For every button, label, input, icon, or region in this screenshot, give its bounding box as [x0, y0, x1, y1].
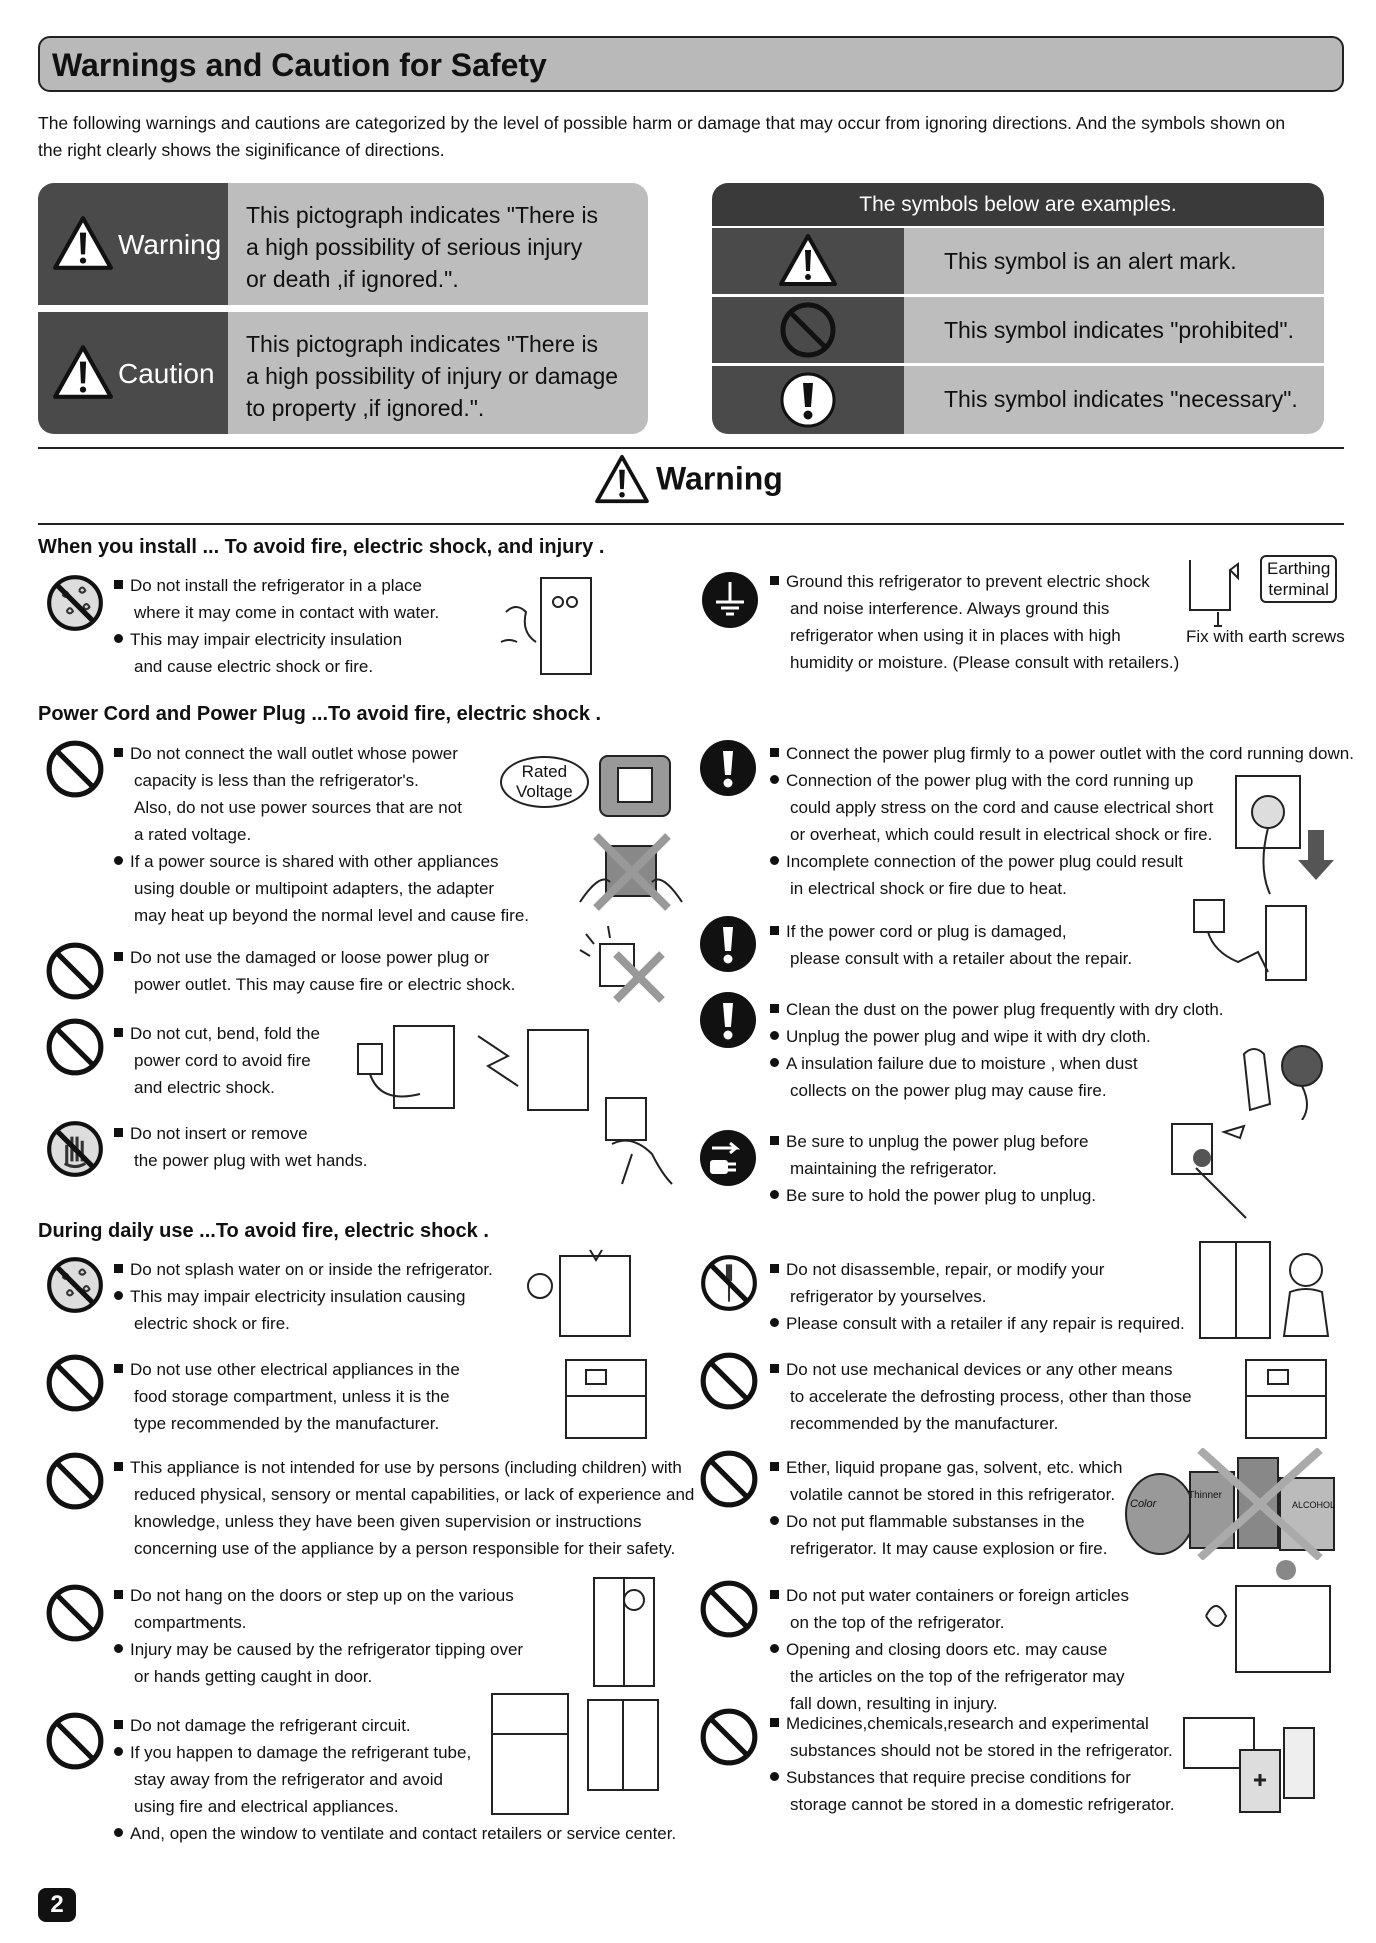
divider	[38, 523, 1344, 525]
prohibited-icon	[44, 1582, 106, 1644]
appliance-in-fridge-illustration	[562, 1356, 652, 1440]
section-heading-power: Power Cord and Power Plug ...To avoid fire, electric shock .	[38, 703, 602, 725]
symbol-text: This symbol is an alert mark.	[904, 228, 1324, 294]
necessary-icon	[698, 914, 758, 974]
legend-caution	[38, 312, 648, 434]
prohibited-icon	[44, 1710, 106, 1772]
plug-cord-down-illustration	[1226, 770, 1336, 900]
fridge-water-illustration	[496, 572, 596, 680]
item-daily-dr5: Medicines,chemicals,research and experimental substances should not be stored in the refrigerator. Substances that require precise conditions for storage cannot be stored in a domestic refrigerator.	[770, 1710, 1175, 1818]
symbol-text: This symbol indicates "prohibited".	[904, 297, 1324, 363]
splash-fridge-illustration	[520, 1246, 640, 1346]
thinner-can-label: Thinner	[1188, 1490, 1222, 1501]
item-power-pr1: Connect the power plug firmly to a power outlet with the cord running down. Connection of the power plug with the cord running up could apply stress on the cord and cause electrical short or overheat, which could result in electrical shock or fire. Incomplete connection of the power plug could result in electrical shock or fire due to heat.	[770, 740, 1354, 902]
alert-icon	[778, 232, 838, 288]
intro-line: The following warnings and cautions are categorized by the level of possible harm or damage that may occur from ignoring directions. And the symbols shown on	[38, 113, 1286, 133]
outlet-illustration	[596, 752, 676, 820]
section-heading-daily: During daily use ...To avoid fire, electric shock .	[38, 1220, 489, 1242]
warning-heading	[594, 454, 783, 504]
legend-warning-text: This pictograph indicates "There is	[246, 202, 599, 228]
item-daily-dr3: Ether, liquid propane gas, solvent, etc. which volatile cannot be stored in this refrigerator. Do not put flammable substanses in the refrigerator. It may cause explosion or fire.	[770, 1454, 1122, 1562]
legend-caution-text: to property ,if ignored.".	[246, 395, 485, 421]
alcohol-bottle-label: ALCOHOL	[1292, 1500, 1336, 1510]
item-daily-d2: Do not use other electrical appliances in the food storage compartment, unless it is the type recommended by the manufacturer.	[114, 1356, 460, 1437]
prohibited-icon	[698, 1448, 760, 1510]
cord-damage-illustration	[348, 1016, 596, 1112]
medicines-illustration	[1180, 1710, 1320, 1816]
alert-icon	[52, 344, 114, 400]
necessary-icon	[698, 990, 758, 1050]
repair-person-illustration	[1196, 1232, 1336, 1342]
no-water-icon	[44, 1254, 106, 1316]
legend-caution-label: Caution	[118, 358, 215, 389]
prohibited-icon	[698, 1706, 760, 1768]
item-install-right: Ground this refrigerator to prevent electric shock and noise interference. Always ground this refrigerator when using it in places with high humidity or moisture. (Please consult with retailers.)	[770, 568, 1179, 676]
prohibited-icon	[44, 738, 106, 800]
prohibited-icon	[44, 1352, 106, 1414]
prohibited-icon	[44, 1450, 106, 1512]
section-heading-install: When you install ... To avoid fire, electric shock, and injury .	[38, 536, 605, 558]
necessary-icon	[698, 738, 758, 798]
item-daily-d1: Do not splash water on or inside the refrigerator. This may impair electricity insulation causing electric shock or fire.	[114, 1256, 493, 1337]
multi-adapter-illustration	[576, 832, 686, 914]
symbols-table	[712, 183, 1324, 434]
page-title-bar	[38, 36, 1344, 92]
child-hanging-illustration	[588, 1574, 664, 1690]
prohibited-icon	[698, 1350, 760, 1412]
divider	[38, 447, 1344, 449]
legend-warning-text: or death ,if ignored.".	[246, 266, 459, 292]
legend-warning-text: a high possibility of serious injury	[246, 234, 583, 260]
symbol-row	[712, 228, 1324, 294]
no-wet-hands-icon	[44, 1118, 106, 1180]
legend-caution-text: a high possibility of injury or damage	[246, 363, 619, 389]
no-water-icon	[44, 572, 106, 634]
intro-paragraph	[38, 110, 1328, 164]
prohibited-icon	[698, 1578, 760, 1640]
legend-warning	[38, 183, 648, 305]
alert-icon	[594, 454, 650, 504]
earth-terminal-illustration	[1160, 550, 1250, 630]
prohibited-icon	[44, 940, 106, 1002]
item-daily-dr4: Do not put water containers or foreign articles on the top of the refrigerator. Opening and closing doors etc. may cause the articles on the top of the refrigerator may fall down, resulting in injury.	[770, 1582, 1129, 1717]
color-can-label: Color	[1130, 1498, 1157, 1510]
unplug-icon	[698, 1128, 758, 1188]
earthing-terminal-label: Earthing terminal	[1260, 555, 1337, 603]
symbol-text: This symbol indicates "necessary".	[904, 366, 1324, 434]
item-daily-dr2: Do not use mechanical devices or any other means to accelerate the defrosting process, other than those recommended by the manufacturer.	[770, 1356, 1192, 1437]
symbols-header: The symbols below are examples.	[712, 183, 1324, 226]
intro-line: the right clearly shows the siginificance of directions.	[38, 140, 445, 160]
wipe-plug-illustration	[1224, 1024, 1334, 1120]
symbol-row	[712, 366, 1324, 434]
prohibited-icon	[44, 1016, 106, 1078]
damaged-cord-illustration	[1186, 896, 1310, 986]
alert-icon	[52, 215, 114, 271]
item-install-left: Do not install the refrigerator in a place where it may come in contact with water. This may impair electricity insulation and cause electric shock or fire.	[114, 572, 439, 680]
necessary-icon	[778, 370, 838, 430]
legend-caution-text: This pictograph indicates "There is	[246, 331, 599, 357]
item-power-p3: Do not cut, bend, fold the power cord to avoid fire and electric shock.	[114, 1020, 320, 1101]
symbol-row	[712, 297, 1324, 363]
item-daily-dr1: Do not disassemble, repair, or modify your refrigerator by yourselves. Please consult with a retailer if any repair is required.	[770, 1256, 1185, 1337]
hold-plug-illustration	[1166, 1118, 1276, 1224]
ground-icon	[700, 570, 760, 630]
page-title: Warnings and Caution for Safety	[52, 47, 547, 83]
item-power-pr4: Be sure to unplug the power plug before maintaining the refrigerator. Be sure to hold the power plug to unplug.	[770, 1128, 1096, 1209]
damaged-outlet-illustration	[572, 920, 668, 1004]
defrost-device-illustration	[1242, 1356, 1332, 1440]
item-power-p4: Do not insert or remove the power plug with wet hands.	[114, 1120, 367, 1174]
rated-voltage-label: Rated Voltage	[500, 756, 589, 808]
item-daily-d4: Do not hang on the doors or step up on the various compartments. Injury may be caused by the refrigerator tipping over or hands getting caught in door.	[114, 1582, 523, 1690]
prohibited-icon	[778, 300, 838, 360]
item-power-pr3: Clean the dust on the power plug frequently with dry cloth. Unplug the power plug and wipe it with dry cloth. A insulation failure due to moisture , when dust collects on the power plug may cause fire.	[770, 996, 1224, 1104]
item-daily-d5: Do not damage the refrigerant circuit. If you happen to damage the refrigerant tube, stay away from the refrigerator and avoid using fire and electrical appliances. And, open the window to ventilate and contact retailers or service center.	[114, 1712, 676, 1847]
falling-items-illustration	[1196, 1556, 1336, 1676]
item-power-p2: Do not use the damaged or loose power plug or power outlet. This may cause fire or electric shock.	[114, 944, 515, 998]
item-daily-d3: This appliance is not intended for use by persons (including children) with reduced physical, sensory or mental capabilities, or lack of experience and knowledge, unless they have been given supervision or instructions concerning use of the appliance by a person responsible for their safety.	[114, 1454, 694, 1562]
refrigerant-window-illustration	[488, 1690, 668, 1818]
item-power-pr2: If the power cord or plug is damaged, please consult with a retailer about the repair.	[770, 918, 1132, 972]
page-number: 2	[38, 1888, 76, 1922]
no-repair-icon	[698, 1252, 760, 1314]
fix-screws-label: Fix with earth screws	[1186, 627, 1345, 646]
legend-warning-label: Warning	[118, 229, 222, 260]
wet-hand-plug-illustration	[592, 1094, 678, 1188]
warning-heading-text: Warning	[656, 460, 783, 497]
item-power-p1: Do not connect the wall outlet whose power capacity is less than the refrigerator's. Also, do not use power sources that are not a rated voltage. If a power source is shared with other appliances using double or multipoint adapters, the adapter may heat up beyond the normal level and cause fire.	[114, 740, 529, 929]
